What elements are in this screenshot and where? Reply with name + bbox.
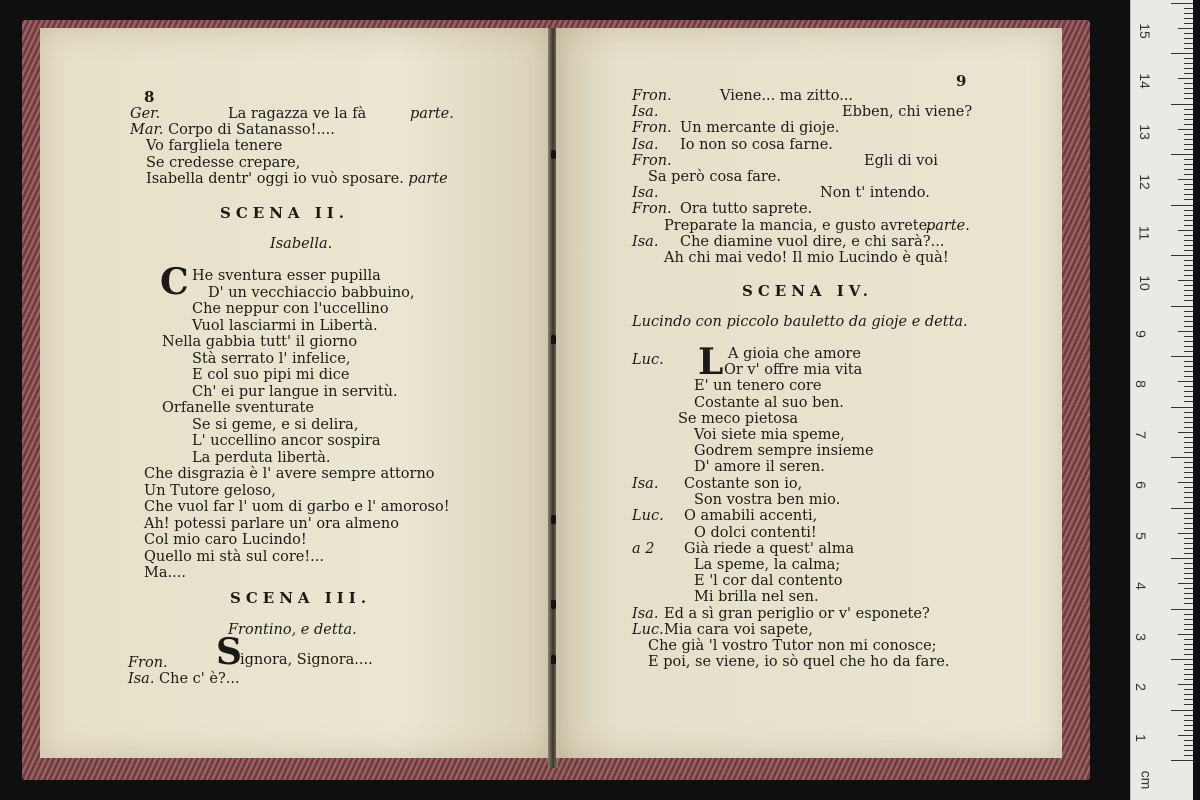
speaker: Fron. bbox=[632, 88, 672, 104]
ruler-tick bbox=[1184, 598, 1193, 599]
verse-text: Corpo di Satanasso!.... bbox=[168, 122, 335, 138]
ruler-tick bbox=[1178, 28, 1193, 29]
ruler-number: 5 bbox=[1132, 531, 1149, 540]
ruler-tick bbox=[1184, 361, 1193, 362]
ruler-tick bbox=[1184, 422, 1193, 423]
verse-text: Ch' ei pur langue in servitù. bbox=[192, 383, 398, 400]
verse-text: Che disgrazia è l' avere sempre attorno bbox=[144, 466, 435, 482]
speaker: Isa. bbox=[632, 104, 659, 121]
ruler-tick bbox=[1184, 745, 1193, 746]
ruler-tick bbox=[1178, 482, 1193, 483]
ruler-tick bbox=[1184, 750, 1193, 751]
ruler-tick bbox=[1184, 290, 1193, 291]
ruler-tick bbox=[1184, 295, 1193, 296]
ruler-tick bbox=[1184, 619, 1193, 620]
verse-text: Voi siete mia speme, bbox=[694, 427, 845, 443]
ruler-number: 9 bbox=[1132, 329, 1149, 338]
ruler-tick bbox=[1184, 462, 1193, 463]
ruler-tick bbox=[1171, 356, 1193, 357]
ruler-tick bbox=[1184, 720, 1193, 721]
ruler-tick bbox=[1184, 730, 1193, 731]
ruler-tick bbox=[1178, 533, 1193, 534]
ruler-number: 4 bbox=[1132, 582, 1149, 590]
ruler-tick bbox=[1184, 624, 1193, 625]
ruler-tick bbox=[1184, 23, 1193, 24]
ruler-tick bbox=[1184, 346, 1193, 347]
ruler-tick bbox=[1184, 225, 1193, 226]
right-page bbox=[556, 28, 1062, 758]
speaker: Fron. bbox=[128, 655, 168, 671]
ruler-tick bbox=[1184, 371, 1193, 372]
ruler-tick bbox=[1184, 351, 1193, 352]
verse-text: Son vostra ben mio. bbox=[694, 492, 841, 509]
ruler-tick bbox=[1184, 210, 1193, 211]
verse-text: Ah! potessi parlare un' ora almeno bbox=[144, 515, 399, 532]
ruler-tick bbox=[1178, 179, 1193, 180]
verse-text: Vuol lasciarmi in Libertà. bbox=[192, 317, 378, 334]
stage-direction: parte bbox=[408, 171, 448, 187]
ruler-tick bbox=[1184, 321, 1193, 322]
verse-text: Io non so cosa farne. bbox=[680, 136, 833, 153]
verse-text: O amabili accenti, bbox=[684, 508, 818, 525]
speaker: Isa. bbox=[632, 605, 659, 622]
ruler-tick bbox=[1184, 33, 1193, 34]
ruler-tick bbox=[1184, 144, 1193, 145]
ruler-number: 13 bbox=[1136, 123, 1153, 140]
ruler-number: 1 bbox=[1132, 733, 1149, 742]
ruler-tick bbox=[1178, 230, 1193, 231]
ruler-tick bbox=[1184, 391, 1193, 392]
ruler-tick bbox=[1184, 593, 1193, 594]
verse-text: Che neppur con l'uccellino bbox=[192, 301, 389, 317]
verse-text: Non t' intendo. bbox=[820, 185, 930, 202]
ruler-number: 11 bbox=[1136, 225, 1153, 240]
ruler-tick bbox=[1184, 265, 1193, 266]
line bbox=[130, 106, 160, 122]
ruler-tick bbox=[1184, 614, 1193, 615]
verse-text: E col suo pipi mi dice bbox=[192, 367, 350, 383]
ruler-tick bbox=[1184, 300, 1193, 301]
verse-text: Ora tutto saprete. bbox=[680, 201, 813, 218]
ruler-tick bbox=[1171, 3, 1193, 4]
ruler-tick bbox=[1178, 735, 1193, 736]
ruler-tick bbox=[1184, 467, 1193, 468]
ruler-tick bbox=[1184, 250, 1193, 251]
ruler-tick bbox=[1184, 189, 1193, 190]
page-number-right: 9 bbox=[956, 72, 967, 90]
ruler-tick bbox=[1184, 98, 1193, 99]
scene-characters: Frontino, e detta. bbox=[228, 622, 357, 638]
speaker: Luc. bbox=[632, 352, 664, 368]
ruler-tick bbox=[1184, 492, 1193, 493]
ruler-tick bbox=[1184, 215, 1193, 216]
verse-text: Vo fargliela tenere bbox=[146, 138, 283, 154]
ruler-tick bbox=[1184, 270, 1193, 271]
page-number-left: 8 bbox=[144, 88, 155, 106]
ruler-tick bbox=[1184, 376, 1193, 377]
ruler-tick bbox=[1184, 13, 1193, 14]
verse-text: D' un vecchiaccio babbuino, bbox=[208, 284, 415, 301]
ruler-tick bbox=[1184, 654, 1193, 655]
verse-text: E poi, se viene, io sò quel che ho da fare. bbox=[648, 654, 950, 671]
stage-direction: parte. bbox=[410, 106, 454, 122]
ruler-tick bbox=[1184, 755, 1193, 756]
ruler-tick bbox=[1184, 689, 1193, 690]
verse-text: L' uccellino ancor sospira bbox=[192, 433, 381, 449]
verse-text: Quello mi stà sul core!... bbox=[144, 548, 324, 565]
ruler-tick bbox=[1184, 386, 1193, 387]
ruler-tick bbox=[1184, 341, 1193, 342]
ruler-tick bbox=[1171, 457, 1193, 458]
scene-characters: Isabella. bbox=[270, 236, 333, 252]
measurement-ruler bbox=[1130, 0, 1193, 800]
ruler-tick bbox=[1184, 412, 1193, 413]
ruler-tick bbox=[1171, 659, 1193, 660]
ruler-tick bbox=[1178, 331, 1193, 332]
ruler-tick bbox=[1171, 255, 1193, 256]
ruler-tick bbox=[1184, 639, 1193, 640]
ruler-tick bbox=[1178, 634, 1193, 635]
line bbox=[146, 171, 448, 187]
verse-text: ignora, Signora.... bbox=[240, 652, 373, 668]
ruler-tick bbox=[1178, 280, 1193, 281]
ruler-number: 6 bbox=[1132, 481, 1149, 489]
ruler-tick bbox=[1171, 609, 1193, 610]
verse-text: Ebben, chi viene? bbox=[842, 104, 973, 121]
ruler-tick bbox=[1184, 568, 1193, 569]
ruler-tick bbox=[1184, 275, 1193, 276]
scene-heading: SCENA II. bbox=[220, 204, 350, 222]
verse-text: Orfanelle sventurate bbox=[162, 400, 314, 416]
ruler-number: 8 bbox=[1132, 380, 1149, 388]
ruler-tick bbox=[1184, 109, 1193, 110]
ruler-tick bbox=[1184, 578, 1193, 579]
ruler-number: 7 bbox=[1132, 430, 1149, 439]
ruler-tick bbox=[1171, 53, 1193, 54]
ruler-tick bbox=[1184, 401, 1193, 402]
left-page bbox=[40, 28, 552, 758]
ruler-tick bbox=[1184, 513, 1193, 514]
ruler-tick bbox=[1184, 8, 1193, 9]
ruler-tick bbox=[1184, 396, 1193, 397]
ruler-tick bbox=[1184, 523, 1193, 524]
verse-text: He sventura esser pupilla bbox=[192, 268, 381, 284]
ruler-tick bbox=[1184, 674, 1193, 675]
verse-text: Che diamine vuol dire, e chi sarà?... bbox=[680, 233, 945, 250]
speaker: Ger. bbox=[130, 106, 161, 122]
ruler-tick bbox=[1184, 260, 1193, 261]
ruler-tick bbox=[1178, 381, 1193, 382]
verse-text: A gioia che amore bbox=[728, 346, 861, 362]
ruler-tick bbox=[1184, 184, 1193, 185]
ruler-tick bbox=[1184, 285, 1193, 286]
verse-text: Ma.... bbox=[144, 565, 186, 581]
speaker: a 2 bbox=[632, 540, 655, 557]
ruler-unit: cm bbox=[1138, 770, 1155, 790]
verse-text: Or v' offre mia vita bbox=[724, 362, 863, 379]
verse-text: Se si geme, e si delira, bbox=[192, 416, 359, 433]
speaker: Isa. bbox=[632, 136, 659, 153]
ruler-tick bbox=[1184, 366, 1193, 367]
ruler-number: 3 bbox=[1132, 632, 1149, 641]
verse-text: Ah chi mai vedo! Il mio Lucindo è quà! bbox=[664, 250, 949, 266]
ruler-tick bbox=[1184, 573, 1193, 574]
ruler-tick bbox=[1184, 704, 1193, 705]
ruler-tick bbox=[1184, 472, 1193, 473]
verse-text: Mia cara voi sapete, bbox=[664, 621, 813, 638]
ruler-number: 12 bbox=[1136, 174, 1153, 190]
verse-text: Se meco pietosa bbox=[678, 410, 799, 427]
ruler-tick bbox=[1184, 502, 1193, 503]
verse-text: Costante al suo ben. bbox=[694, 394, 844, 411]
ruler-tick bbox=[1184, 119, 1193, 120]
verse-text: E' un tenero core bbox=[694, 378, 822, 395]
ruler-tick bbox=[1184, 88, 1193, 89]
ruler-tick bbox=[1184, 603, 1193, 604]
ruler-tick bbox=[1184, 134, 1193, 135]
verse-text: D' amore il seren. bbox=[694, 459, 825, 476]
ruler-tick bbox=[1171, 104, 1193, 105]
ruler-tick bbox=[1171, 306, 1193, 307]
verse-text: Costante son io, bbox=[684, 476, 803, 492]
speaker: Fron. bbox=[632, 152, 672, 169]
ruler-tick bbox=[1184, 715, 1193, 716]
ruler-tick bbox=[1184, 326, 1193, 327]
verse-text: Sa però cosa fare. bbox=[648, 169, 781, 185]
verse-text: Già riede a quest' alma bbox=[684, 540, 855, 557]
speaker: Luc. bbox=[632, 621, 664, 638]
ruler-tick bbox=[1178, 583, 1193, 584]
ruler-tick bbox=[1184, 538, 1193, 539]
ruler-tick bbox=[1184, 114, 1193, 115]
ruler-tick bbox=[1184, 73, 1193, 74]
ruler-tick bbox=[1178, 129, 1193, 130]
speaker: Isa. bbox=[128, 671, 155, 687]
ruler-tick bbox=[1184, 588, 1193, 589]
ruler-tick bbox=[1184, 452, 1193, 453]
ruler-tick bbox=[1184, 629, 1193, 630]
ruler-tick bbox=[1184, 93, 1193, 94]
verse-text: Nella gabbia tutt' il giorno bbox=[162, 334, 358, 350]
ruler-tick bbox=[1184, 124, 1193, 125]
ruler-tick bbox=[1184, 497, 1193, 498]
speaker: Luc. bbox=[632, 508, 664, 525]
ruler-tick bbox=[1171, 710, 1193, 711]
verse-text: E 'l cor dal contento bbox=[694, 573, 843, 590]
verse-text: O dolci contenti! bbox=[694, 524, 817, 541]
ruler-tick bbox=[1171, 760, 1193, 761]
ruler-tick bbox=[1184, 194, 1193, 195]
verse-text: Se credesse crepare, bbox=[146, 155, 301, 171]
verse-text: Godrem sempre insieme bbox=[694, 443, 874, 460]
verse-text: La perduta libertà. bbox=[192, 449, 331, 466]
verse-text: Mi brilla nel sen. bbox=[694, 589, 819, 606]
ruler-tick bbox=[1184, 174, 1193, 175]
ruler-tick bbox=[1178, 78, 1193, 79]
ruler-tick bbox=[1184, 245, 1193, 246]
drop-cap: L bbox=[698, 341, 724, 383]
ruler-tick bbox=[1184, 669, 1193, 670]
ruler-number: 2 bbox=[1132, 683, 1149, 691]
ruler-tick bbox=[1184, 68, 1193, 69]
verse-text: Col mio caro Lucindo! bbox=[144, 532, 307, 548]
ruler-tick bbox=[1184, 199, 1193, 200]
ruler-tick bbox=[1184, 83, 1193, 84]
ruler-tick bbox=[1171, 508, 1193, 509]
ruler-tick bbox=[1184, 220, 1193, 221]
scene-characters: Lucindo con piccolo bauletto da gioje e detta. bbox=[632, 314, 968, 330]
ruler-tick bbox=[1184, 336, 1193, 337]
scene-heading: SCENA III. bbox=[230, 589, 372, 607]
ruler-tick bbox=[1184, 553, 1193, 554]
ruler-tick bbox=[1184, 235, 1193, 236]
verse-text: Ed a sì gran periglio or v' esponete? bbox=[664, 605, 930, 622]
verse-text: Un mercante di gioje. bbox=[680, 120, 840, 137]
ruler-tick bbox=[1184, 487, 1193, 488]
ruler-tick bbox=[1184, 43, 1193, 44]
verse-text: Isabella dentr' oggi io vuò sposare. bbox=[146, 171, 404, 187]
ruler-tick bbox=[1184, 740, 1193, 741]
ruler-tick bbox=[1184, 679, 1193, 680]
ruler-tick bbox=[1178, 432, 1193, 433]
ruler-tick bbox=[1184, 644, 1193, 645]
ruler-number: 10 bbox=[1136, 275, 1153, 291]
ruler-number: 14 bbox=[1136, 73, 1153, 89]
ruler-tick bbox=[1184, 316, 1193, 317]
ruler-tick bbox=[1184, 311, 1193, 312]
ruler-tick bbox=[1184, 518, 1193, 519]
verse-text: Che vuol far l' uom di garbo e l' amoroso! bbox=[144, 499, 450, 515]
ruler-tick bbox=[1184, 543, 1193, 544]
speaker: Isa. bbox=[632, 185, 659, 202]
ruler-tick bbox=[1184, 18, 1193, 19]
speaker: Fron. bbox=[632, 201, 672, 218]
ruler-tick bbox=[1184, 240, 1193, 241]
ruler-tick bbox=[1184, 427, 1193, 428]
scene-heading: SCENA IV. bbox=[742, 282, 874, 300]
ruler-tick bbox=[1184, 442, 1193, 443]
ruler-tick bbox=[1184, 699, 1193, 700]
speaker: Mar. bbox=[130, 122, 164, 138]
verse-text: Viene... ma zitto... bbox=[720, 88, 854, 104]
verse-text: Egli di voi bbox=[864, 152, 938, 169]
ruler-tick bbox=[1178, 684, 1193, 685]
ruler-tick bbox=[1184, 437, 1193, 438]
verse-text: La ragazza ve la fà bbox=[228, 106, 367, 122]
ruler-tick bbox=[1184, 149, 1193, 150]
line bbox=[228, 106, 366, 122]
ruler-tick bbox=[1184, 664, 1193, 665]
drop-cap: C bbox=[160, 261, 189, 303]
ruler-tick bbox=[1184, 169, 1193, 170]
ruler-tick bbox=[1171, 407, 1193, 408]
verse-text: La speme, la calma; bbox=[694, 557, 841, 573]
ruler-tick bbox=[1184, 38, 1193, 39]
ruler-tick bbox=[1184, 63, 1193, 64]
ruler-tick bbox=[1184, 417, 1193, 418]
verse-text: Stà serrato l' infelice, bbox=[192, 350, 351, 367]
ruler-tick bbox=[1184, 58, 1193, 59]
ruler-tick bbox=[1171, 558, 1193, 559]
ruler-tick bbox=[1184, 649, 1193, 650]
drop-cap: S bbox=[216, 631, 242, 673]
verse-text: Che c' è?... bbox=[159, 671, 240, 687]
ruler-tick bbox=[1184, 48, 1193, 49]
line bbox=[128, 671, 240, 687]
verse-text: Preparate la mancia, e gusto avrete. bbox=[664, 217, 932, 234]
speaker: Fron. bbox=[632, 120, 672, 137]
ruler-tick bbox=[1184, 159, 1193, 160]
line bbox=[130, 122, 335, 138]
ruler-tick bbox=[1171, 205, 1193, 206]
stage-direction: parte. bbox=[926, 217, 970, 234]
speaker: Isa. bbox=[632, 233, 659, 250]
ruler-tick bbox=[1171, 154, 1193, 155]
ruler-tick bbox=[1184, 447, 1193, 448]
verse-text: Che già 'l vostro Tutor non mi conosce; bbox=[648, 638, 937, 654]
ruler-tick bbox=[1184, 164, 1193, 165]
ruler-tick bbox=[1184, 548, 1193, 549]
ruler-tick bbox=[1184, 563, 1193, 564]
ruler-number: 15 bbox=[1136, 22, 1153, 39]
ruler-tick bbox=[1184, 139, 1193, 140]
speaker: Isa. bbox=[632, 476, 659, 492]
ruler-tick bbox=[1184, 694, 1193, 695]
ruler-tick bbox=[1184, 528, 1193, 529]
ruler-tick bbox=[1184, 477, 1193, 478]
ruler-tick bbox=[1184, 725, 1193, 726]
verse-text: Un Tutore geloso, bbox=[144, 482, 276, 499]
